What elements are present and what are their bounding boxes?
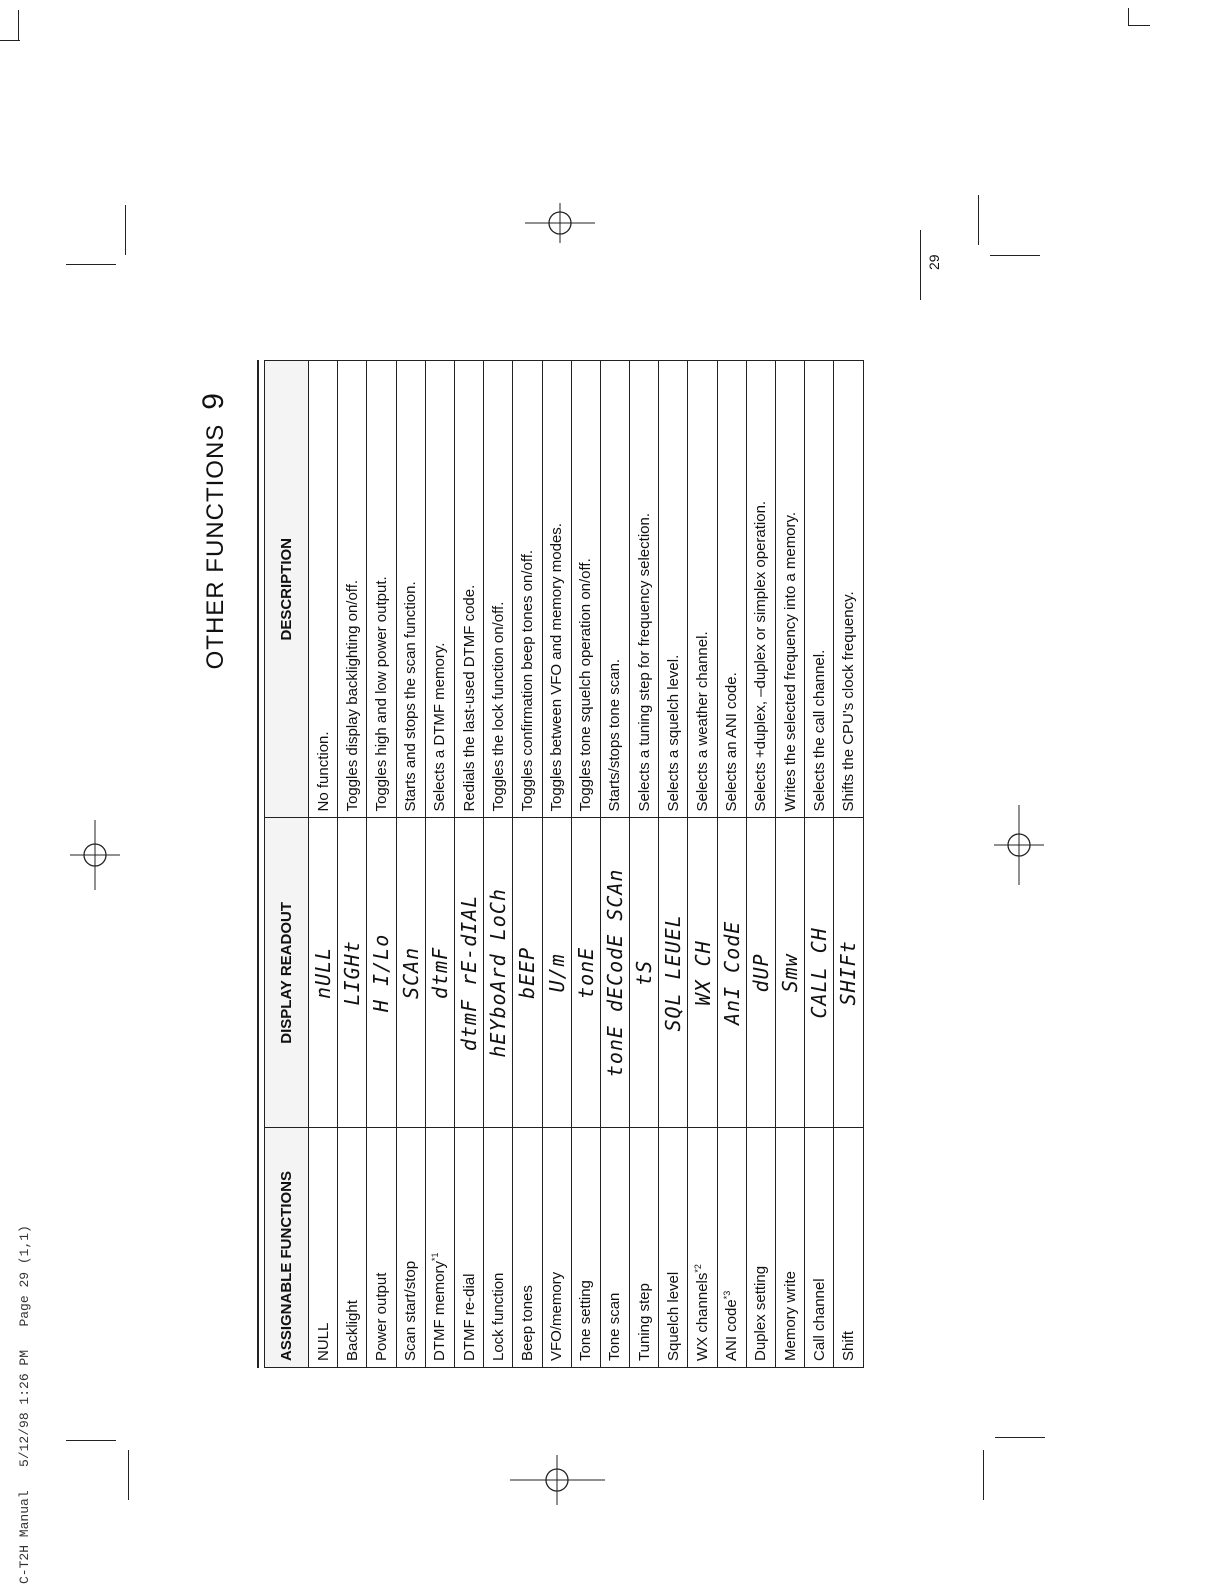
function-name: Beep tones xyxy=(518,1285,536,1361)
function-name: Memory write xyxy=(781,1270,799,1361)
description: Selects a squelch level. xyxy=(659,361,688,819)
registration-mark xyxy=(525,203,595,243)
function-cell xyxy=(367,1128,396,1368)
description: Toggles confirmation beep tones on/off. xyxy=(513,361,542,819)
section-title xyxy=(197,392,231,669)
description: Selects a tuning step for frequency selection. xyxy=(630,361,659,819)
crop-mark xyxy=(0,40,20,41)
assignable-functions-table xyxy=(264,360,864,1368)
function-name: DTMF memory xyxy=(431,1261,449,1361)
crop-mark xyxy=(66,264,116,265)
crop-mark xyxy=(1128,8,1129,26)
printer-slug: C-T2H Manual 5/12/98 1:26 PM Page 29 (1,1) xyxy=(17,1225,32,1584)
description: Toggles tone squelch operation on/off. xyxy=(571,361,600,819)
display-readout: tonE dECodE SCAn xyxy=(600,818,629,1128)
description: Toggles display backlighting on/off. xyxy=(338,361,367,819)
table-row xyxy=(805,361,834,1368)
table-row xyxy=(571,361,600,1368)
function-name: NULL xyxy=(314,1322,332,1361)
display-readout: tonE xyxy=(571,818,600,1128)
table-body xyxy=(309,361,864,1368)
table-row xyxy=(367,361,396,1368)
footnote-marker: *1 xyxy=(430,1252,441,1261)
display-readout: bEEP xyxy=(513,818,542,1128)
description: Shifts the CPU's clock frequency. xyxy=(834,361,863,819)
registration-mark xyxy=(510,1455,605,1505)
crop-mark xyxy=(995,1437,1045,1438)
function-name: Backlight xyxy=(343,1300,361,1361)
section-header xyxy=(162,360,259,1368)
description: No function. xyxy=(309,361,338,819)
function-cell xyxy=(776,1128,805,1368)
function-cell xyxy=(454,1128,483,1368)
page-number-rule xyxy=(920,230,921,300)
table-row xyxy=(338,361,367,1368)
display-readout: nULL xyxy=(309,818,338,1128)
description: Selects +duplex, –duplex or simplex operation. xyxy=(746,361,775,819)
function-name: Tone scan xyxy=(606,1292,624,1361)
description: Selects a DTMF memory. xyxy=(425,361,454,819)
table-row xyxy=(834,361,863,1368)
function-name: Tone setting xyxy=(577,1280,595,1361)
display-readout: U/m xyxy=(542,818,571,1128)
function-cell xyxy=(630,1128,659,1368)
table-header-row xyxy=(265,361,309,1368)
table-row xyxy=(542,361,571,1368)
registration-mark xyxy=(994,805,1044,885)
description: Writes the selected frequency into a memory. xyxy=(776,361,805,819)
display-readout: dtmF xyxy=(425,818,454,1128)
function-name: Power output xyxy=(372,1272,390,1361)
function-cell xyxy=(542,1128,571,1368)
section-title-text: OTHER FUNCTIONS xyxy=(202,423,229,670)
display-readout: dtmF rE-dIAL xyxy=(454,818,483,1128)
table-row xyxy=(746,361,775,1368)
function-name: Shift xyxy=(839,1330,857,1361)
table-row xyxy=(513,361,542,1368)
display-readout: Smw xyxy=(776,818,805,1128)
section-number: 9 xyxy=(197,392,230,410)
description: Toggles between VFO and memory modes. xyxy=(542,361,571,819)
crop-mark xyxy=(128,1450,129,1500)
function-name: VFO/memory xyxy=(548,1271,566,1361)
function-name: Call channel xyxy=(810,1278,828,1361)
description: Redials the last-used DTMF code. xyxy=(454,361,483,819)
function-cell xyxy=(600,1128,629,1368)
display-readout: SHIFt xyxy=(834,818,863,1128)
display-readout: LIGHt xyxy=(338,818,367,1128)
description: Toggles the lock function on/off. xyxy=(484,361,513,819)
function-cell xyxy=(513,1128,542,1368)
description: Starts and stops the scan function. xyxy=(396,361,425,819)
display-readout: SQL LEUEL xyxy=(659,818,688,1128)
table-row xyxy=(396,361,425,1368)
registration-mark xyxy=(70,820,120,890)
table-row xyxy=(484,361,513,1368)
table-row xyxy=(630,361,659,1368)
crop-mark xyxy=(978,195,979,245)
crop-mark xyxy=(125,205,126,255)
table-row xyxy=(659,361,688,1368)
description: Starts/stops tone scan. xyxy=(600,361,629,819)
page-number-block xyxy=(920,230,948,300)
display-readout: AnI CodE xyxy=(717,818,746,1128)
function-cell xyxy=(425,1128,454,1368)
crop-mark xyxy=(1128,25,1150,26)
footnote-marker: *2 xyxy=(693,1264,704,1273)
function-cell xyxy=(746,1128,775,1368)
crop-mark xyxy=(990,255,1040,256)
crop-mark xyxy=(983,1450,984,1500)
function-cell xyxy=(484,1128,513,1368)
page-number: 29 xyxy=(926,254,942,270)
description: Toggles high and low power output. xyxy=(367,361,396,819)
function-name: Scan start/stop xyxy=(402,1260,420,1361)
crop-mark xyxy=(66,1440,116,1441)
function-name: Duplex setting xyxy=(752,1265,770,1361)
function-cell xyxy=(688,1128,717,1368)
function-name: Lock function xyxy=(489,1272,507,1361)
display-readout: CALL CH xyxy=(805,818,834,1128)
function-cell xyxy=(571,1128,600,1368)
function-cell xyxy=(338,1128,367,1368)
description: Selects an ANI code. xyxy=(717,361,746,819)
function-cell xyxy=(805,1128,834,1368)
function-cell xyxy=(717,1128,746,1368)
display-readout: WX CH xyxy=(688,818,717,1128)
display-readout: dUP xyxy=(746,818,775,1128)
display-readout: H I/Lo xyxy=(367,818,396,1128)
display-readout: SCAn xyxy=(396,818,425,1128)
table-row xyxy=(688,361,717,1368)
function-name: WX channels xyxy=(694,1272,712,1361)
function-cell xyxy=(659,1128,688,1368)
table-row xyxy=(600,361,629,1368)
description: Selects a weather channel. xyxy=(688,361,717,819)
function-cell xyxy=(834,1128,863,1368)
header-description: DESCRIPTION xyxy=(265,361,309,819)
table-row xyxy=(309,361,338,1368)
function-name: ANI code xyxy=(723,1299,741,1361)
crop-mark xyxy=(18,10,19,40)
table-row xyxy=(425,361,454,1368)
function-name: Squelch level xyxy=(664,1271,682,1361)
function-cell xyxy=(396,1128,425,1368)
function-cell xyxy=(309,1128,338,1368)
function-name: DTMF re-dial xyxy=(460,1273,478,1361)
page-content xyxy=(162,360,902,1368)
footnote-marker: *3 xyxy=(722,1290,733,1300)
display-readout: tS xyxy=(630,818,659,1128)
table-row xyxy=(776,361,805,1368)
description: Selects the call channel. xyxy=(805,361,834,819)
table-row xyxy=(717,361,746,1368)
header-display-readout: DISPLAY READOUT xyxy=(265,818,309,1128)
header-assignable-functions: ASSIGNABLE FUNCTIONS xyxy=(265,1128,309,1368)
display-readout: hEYboArd LoCh xyxy=(484,818,513,1128)
function-name: Tuning step xyxy=(635,1283,653,1361)
table-row xyxy=(454,361,483,1368)
